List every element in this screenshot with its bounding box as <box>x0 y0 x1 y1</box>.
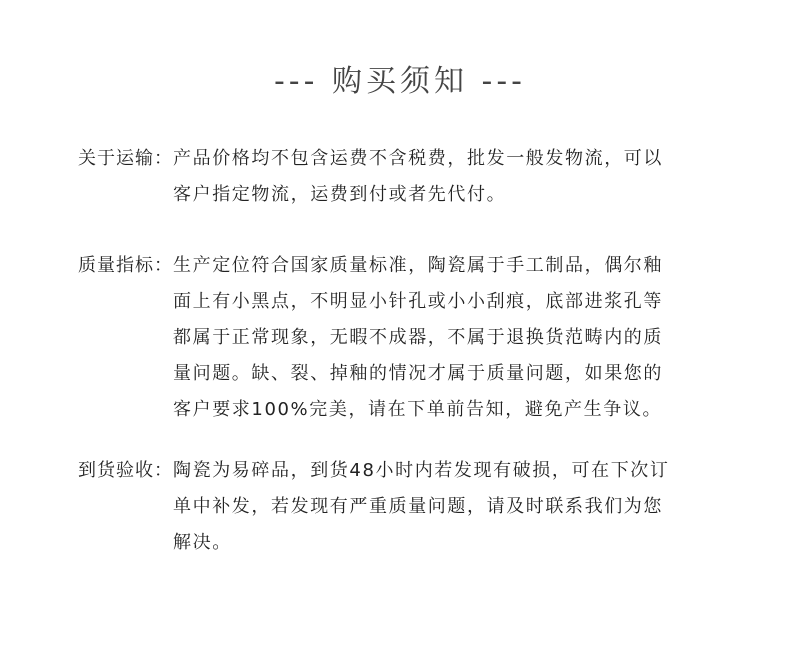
text-line: 陶瓷为易碎品，到货48小时内若发现有破损，可在下次订 <box>173 460 670 481</box>
text-line: 都属于正常现象，无暇不成器，不属于退换货范畴内的质 <box>173 327 663 348</box>
text-line: 面上有小黑点，不明显小针孔或小小刮痕，底部进浆孔等 <box>173 291 663 312</box>
section-text <box>173 453 713 561</box>
shipping-section <box>78 141 728 213</box>
text-line: 解决。 <box>173 532 232 553</box>
text-line: 客户要求100%完美，请在下单前告知，避免产生争议。 <box>173 399 663 420</box>
text-line: 单中补发，若发现有严重质量问题，请及时联系我们为您 <box>173 496 663 517</box>
section-text <box>173 141 713 213</box>
section-label: 关于运输： <box>78 148 173 169</box>
section-label: 到货验收： <box>78 460 173 481</box>
text-line: 量问题。缺、裂、掉釉的情况才属于质量问题，如果您的 <box>173 363 663 384</box>
text-line: 生产定位符合国家质量标准，陶瓷属于手工制品，偶尔釉 <box>173 255 663 276</box>
delivery-inspection-section <box>78 453 728 561</box>
text-line: 客户指定物流，运费到付或者先代付。 <box>173 184 507 205</box>
quality-section <box>78 248 728 428</box>
section-text <box>173 248 713 428</box>
text-line: 产品价格均不包含运费不含税费，批发一般发物流，可以 <box>173 148 663 169</box>
page-title: --- 购买须知 --- <box>273 64 527 99</box>
section-label: 质量指标： <box>78 255 173 276</box>
